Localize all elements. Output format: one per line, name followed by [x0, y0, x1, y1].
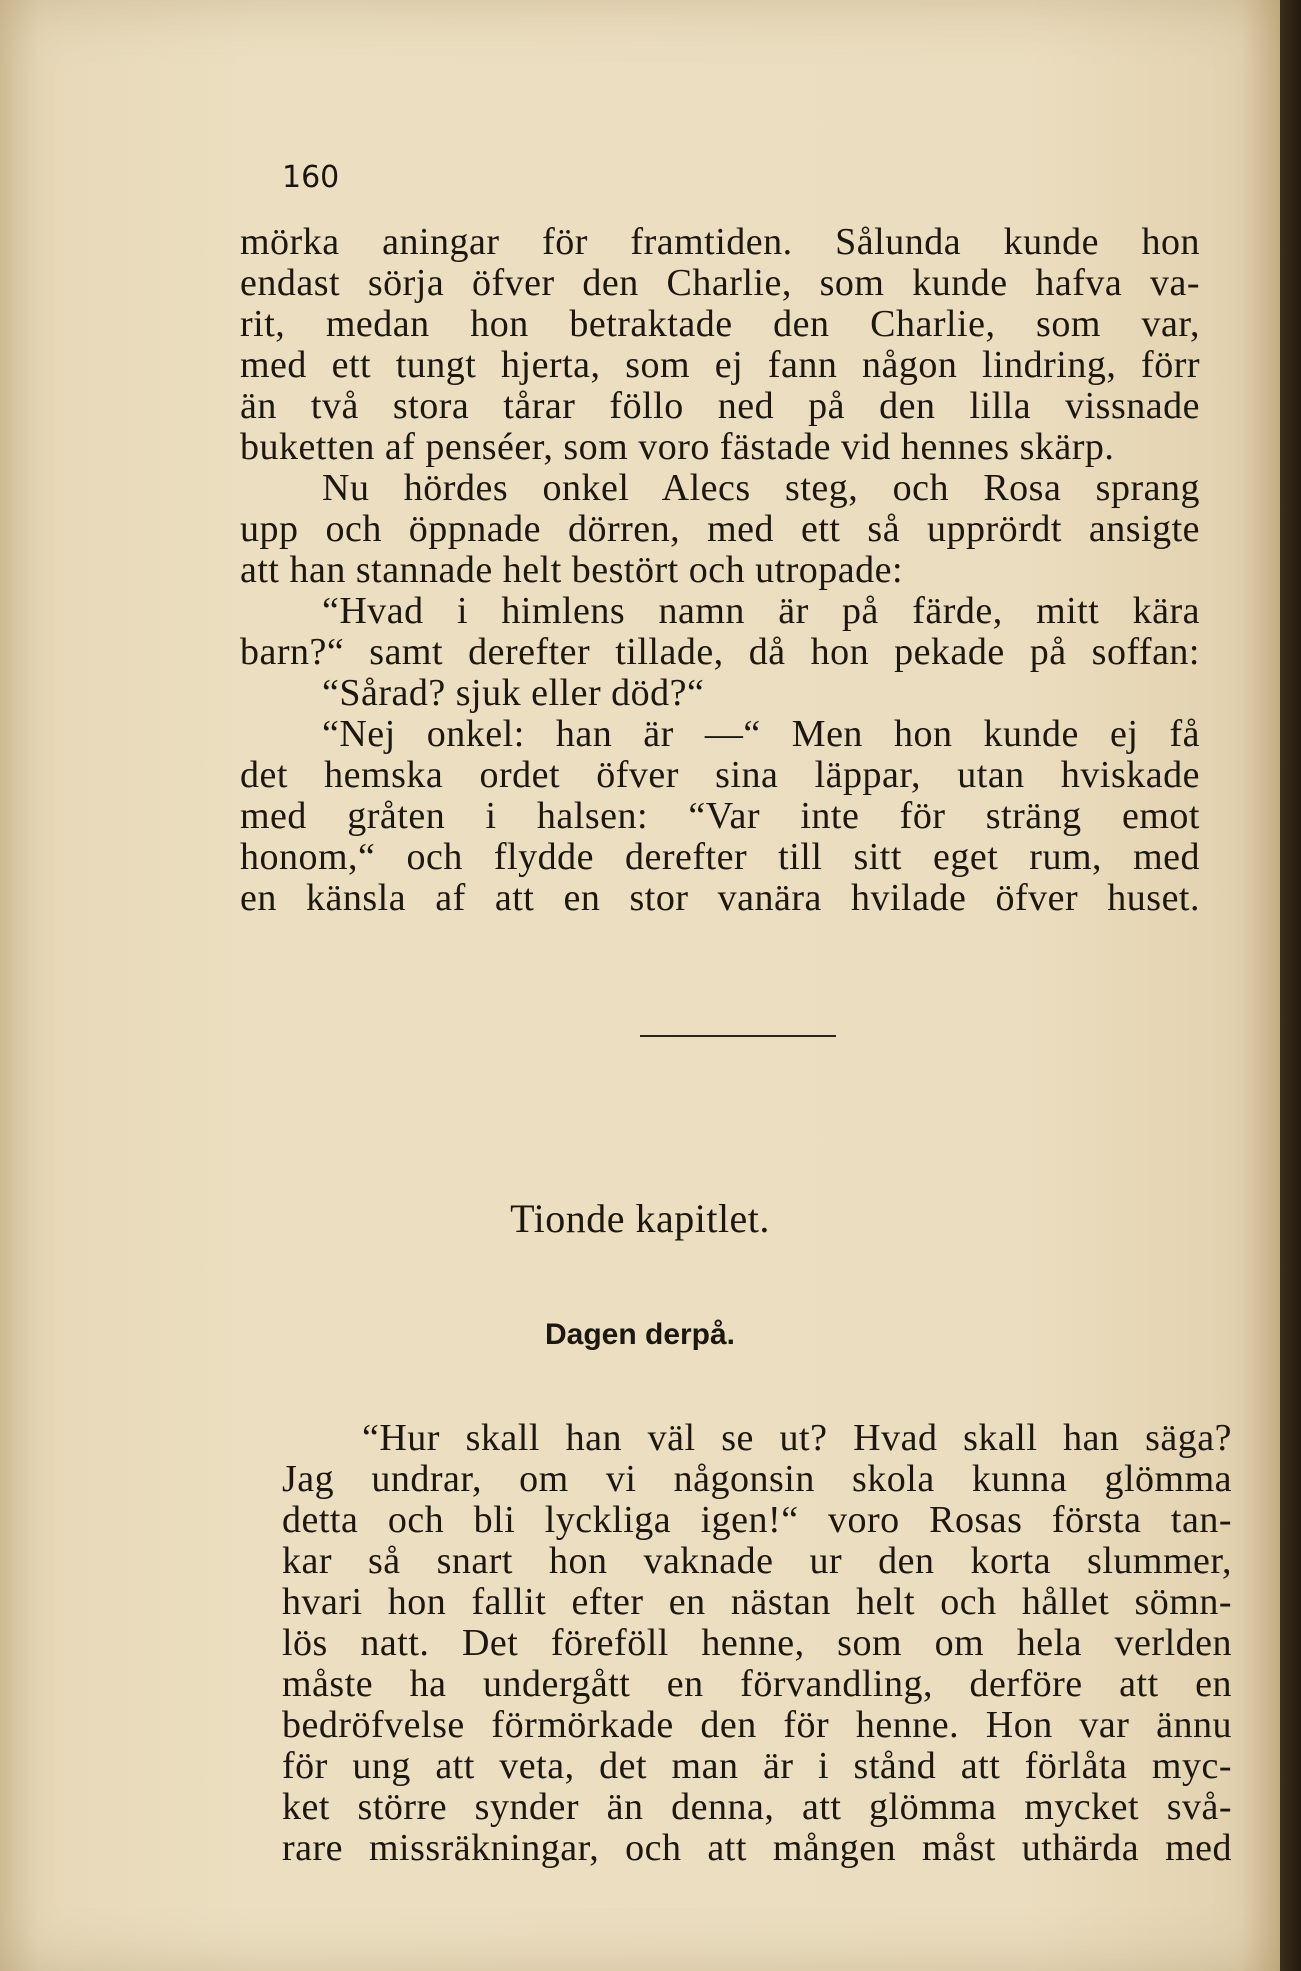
- text-line: med gråten i halsen: “Var inte för sträng emot: [240, 795, 1200, 837]
- text-line: kar så snart hon vaknade ur den korta slummer,: [282, 1540, 1232, 1582]
- text-line: “Hur skall han väl se ut? Hvad skall han säga?: [362, 1417, 1232, 1459]
- text-line: “Sårad? sjuk eller död?“: [322, 672, 705, 714]
- text-line: Jag undrar, om vi någonsin skola kunna glömma: [282, 1458, 1232, 1500]
- text-line: hvari hon fallit efter en nästan helt och hållet sömn-: [282, 1581, 1232, 1623]
- page-number: 160: [282, 160, 340, 195]
- text-line: för ung att veta, det man är i stånd att förlåta myc-: [282, 1745, 1232, 1787]
- text-line: ket större synder än denna, att glömma mycket svå-: [282, 1786, 1232, 1828]
- text-line: “Nej onkel: han är —“ Men hon kunde ej få: [322, 713, 1200, 755]
- text-line: endast sörja öfver den Charlie, som kunde hafva va-: [240, 262, 1200, 304]
- text-line: Nu hördes onkel Alecs steg, och Rosa sprang: [322, 467, 1200, 509]
- text-line: rit, medan hon betraktade den Charlie, som var,: [240, 303, 1200, 345]
- text-line: detta och bli lyckliga igen!“ voro Rosas första tan-: [282, 1499, 1232, 1541]
- text-line: det hemska ordet öfver sina läppar, utan hviskade: [240, 754, 1200, 796]
- text-line: “Hvad i himlens namn är på färde, mitt kära: [322, 590, 1200, 632]
- text-line: rare missräkningar, och att mången måst uthärda med: [282, 1827, 1232, 1869]
- section-divider: [640, 1035, 836, 1037]
- chapter-subtitle: Dagen derpå.: [544, 1318, 736, 1351]
- book-spine: [1280, 0, 1301, 1971]
- text-line: bedröfvelse förmörkade den för henne. Hon var ännu: [282, 1704, 1232, 1746]
- chapter-title: Tionde kapitlet.: [510, 1196, 770, 1241]
- text-line: en känsla af att en stor vanära hvilade öfver huset.: [240, 877, 1200, 919]
- first-section-lines: [240, 222, 1200, 919]
- text-line: buketten af penséer, som voro fästade vid hennes skärp.: [240, 426, 1115, 468]
- text-line: mörka aningar för framtiden. Sålunda kunde hon: [240, 221, 1200, 263]
- text-line: barn?“ samt derefter tillade, då hon pekade på soffan:: [240, 631, 1200, 673]
- text-line: måste ha undergått en förvandling, derföre att en: [282, 1663, 1232, 1705]
- text-line: än två stora tårar föllo ned på den lilla vissnade: [240, 385, 1200, 427]
- text-line: med ett tungt hjerta, som ej fann någon lindring, förr: [240, 344, 1200, 386]
- second-section-lines: [282, 1418, 1232, 1869]
- text-line: honom,“ och flydde derefter till sitt eget rum, med: [240, 836, 1200, 878]
- text-line: att han stannade helt bestört och utropade:: [240, 549, 904, 591]
- text-line: lös natt. Det föreföll henne, som om hela verlden: [282, 1622, 1232, 1664]
- text-line: upp och öppnade dörren, med ett så upprördt ansigte: [240, 508, 1200, 550]
